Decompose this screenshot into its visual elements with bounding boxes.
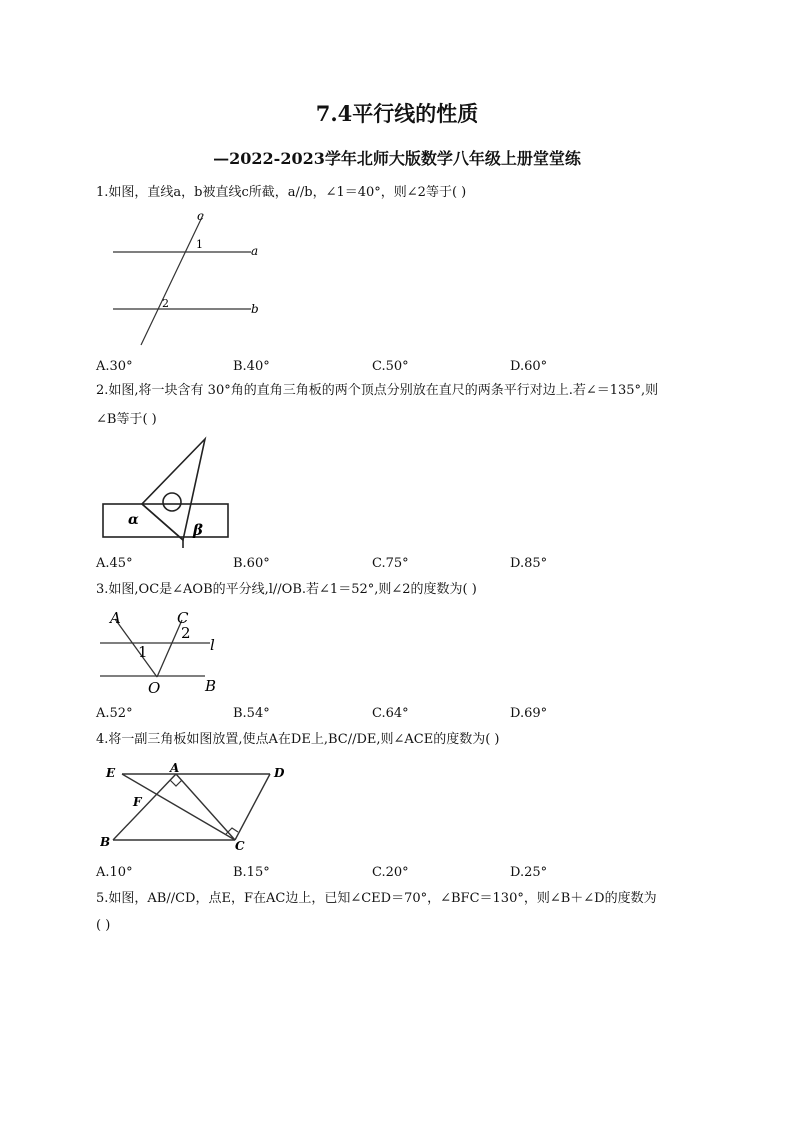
- question-4-option-c[interactable]: C.20°: [372, 865, 409, 880]
- ray-oa: [115, 619, 157, 677]
- line-c: [141, 215, 203, 345]
- label-b: B: [205, 677, 217, 695]
- angle-1-label: 1: [138, 643, 148, 661]
- triangle-hole: [163, 493, 181, 511]
- question-2-option-d[interactable]: D.85°: [510, 556, 548, 571]
- question-1-stem: 1.如图，直线a，b被直线c所截，a//b，∠1＝40°，则∠2等于( ): [96, 185, 467, 200]
- question-2-stem-line1: 2.如图,将一块含有 30°角的直角三角板的两个顶点分别放在直尺的两条平行对边上.若∠＝135°,则: [96, 383, 659, 398]
- page-title: 7.4平行线的性质: [315, 101, 479, 126]
- question-2-option-a[interactable]: A.45°: [96, 556, 133, 571]
- question-1-option-b[interactable]: B.40°: [233, 359, 270, 374]
- label-a: A: [110, 609, 121, 627]
- angle-2-label: 2: [181, 624, 191, 642]
- label-l: l: [210, 636, 215, 654]
- question-1-option-c[interactable]: C.50°: [372, 359, 409, 374]
- label-c: C: [235, 839, 245, 853]
- question-3-option-d[interactable]: D.69°: [510, 706, 548, 721]
- question-2-figure: [100, 436, 235, 550]
- question-3-option-b[interactable]: B.54°: [233, 706, 270, 721]
- question-4-stem: 4.将一副三角板如图放置,使点A在DE上,BC//DE,则∠ACE的度数为( ): [96, 732, 500, 747]
- label-b: b: [251, 302, 259, 316]
- label-o: O: [148, 679, 161, 697]
- angle-2-label: 2: [162, 297, 169, 310]
- segment-ba: [113, 774, 176, 840]
- question-3-figure: [97, 606, 232, 698]
- angle-alpha-label: α: [128, 512, 139, 528]
- label-b: B: [100, 835, 111, 849]
- question-4-option-a[interactable]: A.10°: [96, 865, 133, 880]
- angle-beta-label: β: [193, 521, 203, 539]
- angle-1-label: 1: [196, 238, 203, 251]
- question-3-option-c[interactable]: C.64°: [372, 706, 409, 721]
- question-1-figure: [105, 207, 275, 349]
- question-4-option-b[interactable]: B.15°: [233, 865, 270, 880]
- label-c: C: [177, 609, 189, 627]
- segment-dc: [235, 774, 270, 840]
- label-a: A: [170, 761, 180, 775]
- question-2-option-c[interactable]: C.75°: [372, 556, 409, 571]
- question-5-stem-line1: 5.如图，AB//CD，点E，F在AC边上，已知∠CED＝70°，∠BFC＝130°，则∠B＋∠D的度数为: [96, 891, 657, 906]
- right-angle-a: [170, 780, 182, 786]
- label-a: a: [251, 244, 259, 258]
- question-2-stem-line2: ∠B等于( ): [96, 412, 157, 427]
- ray-oc: [157, 620, 182, 677]
- question-3-stem: 3.如图,OC是∠AOB的平分线,l//OB.若∠1＝52°,则∠2的度数为( ): [96, 582, 477, 597]
- question-4-figure: [100, 758, 292, 856]
- page-subtitle: —2022-2023学年北师大版数学八年级上册堂堂练: [213, 149, 581, 168]
- label-c: c: [197, 209, 204, 223]
- segment-ac: [176, 774, 235, 840]
- question-4-option-d[interactable]: D.25°: [510, 865, 548, 880]
- label-f: F: [133, 795, 142, 809]
- label-e: E: [106, 766, 116, 780]
- question-2-option-b[interactable]: B.60°: [233, 556, 270, 571]
- question-3-option-a[interactable]: A.52°: [96, 706, 133, 721]
- question-5-stem-line2: ( ): [96, 918, 111, 933]
- question-1-option-d[interactable]: D.60°: [510, 359, 548, 374]
- label-d: D: [274, 766, 285, 780]
- question-1-option-a[interactable]: A.30°: [96, 359, 133, 374]
